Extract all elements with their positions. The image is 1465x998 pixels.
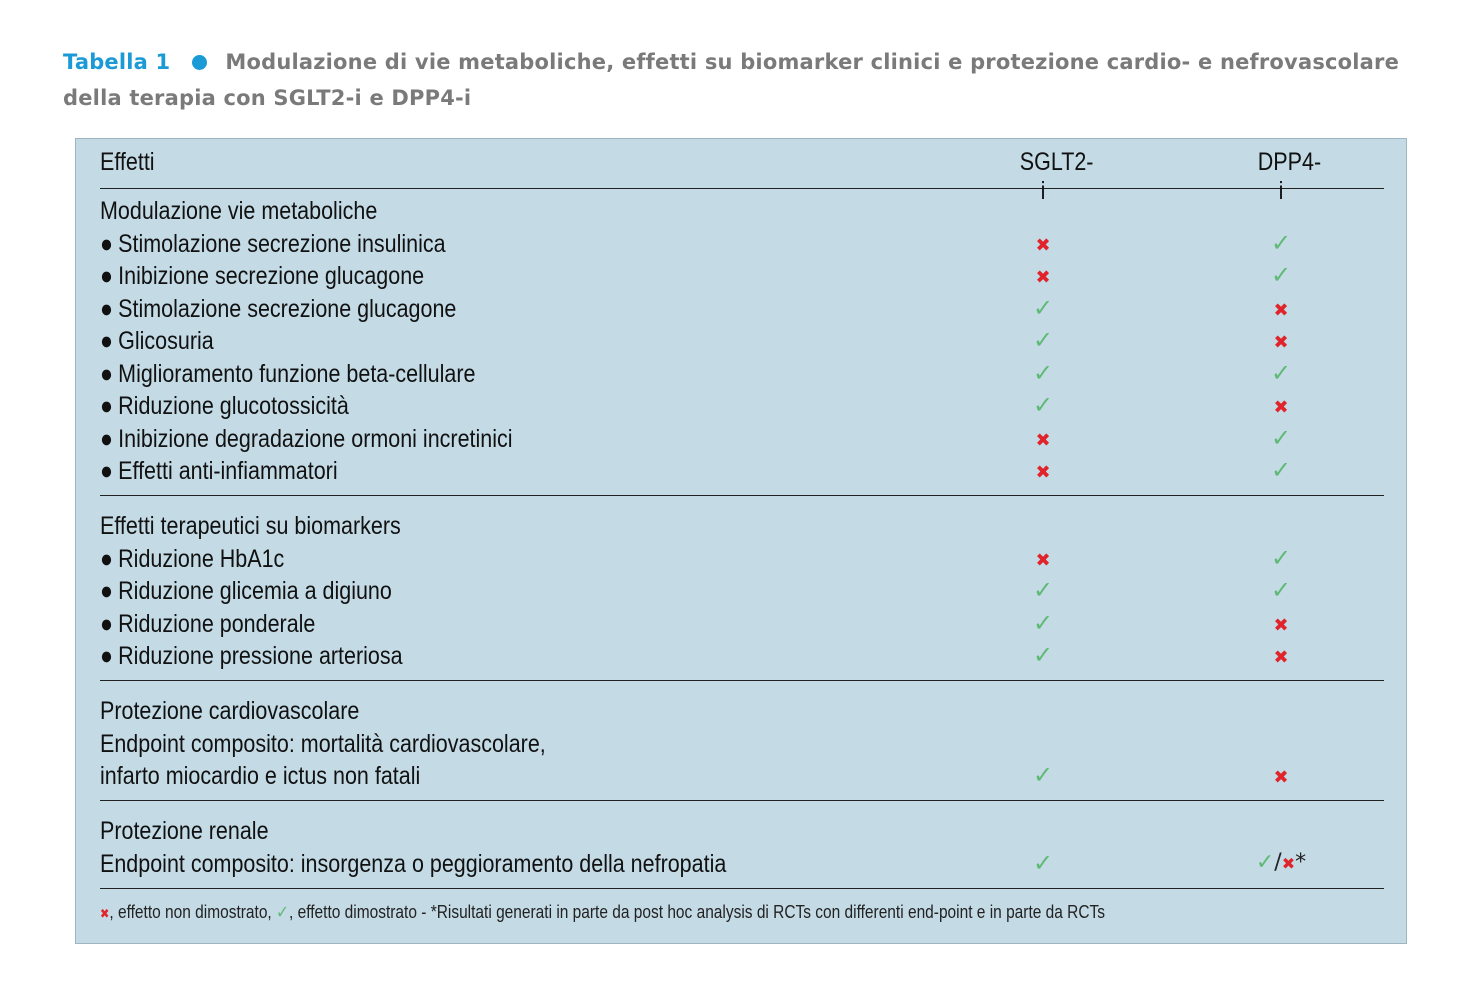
endpoint-line2: infarto miocardio e ictus non fatali [100, 762, 421, 790]
row-label-text: Miglioramento funzione beta-cellulare [118, 359, 476, 388]
section-rows [100, 228, 1384, 488]
table-row [100, 423, 1384, 456]
renal-row [100, 848, 1384, 881]
legend-check-icon: ✓ [276, 902, 290, 923]
row-label-text: Stimolazione secrezione glucagone [118, 294, 457, 323]
bullet-icon: ● [100, 262, 113, 290]
row-label [100, 293, 456, 325]
section-biomarkers [100, 510, 1384, 681]
row-label [100, 228, 446, 260]
header-effects: Effetti [100, 148, 155, 176]
table-row [100, 358, 1384, 391]
dpp4-mixed-mark [1254, 851, 1308, 876]
table-row [100, 325, 1384, 358]
dpp4-check-icon: ✓ [1270, 228, 1292, 257]
table-row [100, 640, 1384, 673]
check-icon: ✓ [1255, 849, 1275, 875]
sglt2-check-icon: ✓ [1032, 358, 1054, 387]
row-label [100, 455, 338, 487]
section-title-row [100, 510, 1384, 543]
section-title: Modulazione vie metaboliche [100, 197, 378, 225]
row-label-text: Inibizione degradazione ormoni incretinici [118, 424, 513, 453]
footnote-part1: , effetto non dimostrato, [109, 902, 277, 922]
slash-separator: / [1274, 849, 1282, 875]
row-label-text: Effetti anti-infiammatori [118, 457, 338, 485]
bullet-icon: ● [100, 327, 113, 355]
row-label-text: Inibizione secrezione glucagone [118, 262, 425, 290]
section-title: Effetti terapeutici su biomarkers [100, 512, 401, 540]
dpp4-cross-icon: ✖ [1273, 647, 1289, 668]
endpoint-row [100, 728, 1384, 761]
dpp4-check-icon: ✓ [1270, 261, 1292, 289]
renal-endpoint-text: Endpoint composito: insorgenza o peggioramento della nefropatia [100, 849, 727, 878]
sglt2-check-icon: ✓ [1032, 576, 1054, 604]
section-rows [100, 543, 1384, 673]
section-cardiovascular [100, 695, 1384, 801]
sglt2-check-icon: ✓ [1032, 761, 1054, 789]
endpoint-bold: Endpoint composito: [100, 729, 295, 758]
bullet-icon: ● [100, 642, 113, 670]
bullet-icon: ● [100, 294, 113, 323]
dpp4-check-icon: ✓ [1270, 543, 1292, 572]
row-label-text: Riduzione glicemia a digiuno [118, 577, 392, 605]
section-title: Protezione renale [100, 817, 269, 845]
sglt2-cross-icon: ✖ [1035, 462, 1051, 483]
bullet-icon: ● [100, 457, 113, 485]
table-row [100, 228, 1384, 261]
dpp4-check-icon: ✓ [1270, 576, 1292, 604]
row-label-text: Riduzione HbA1c [118, 544, 285, 573]
endpoint-text [100, 728, 546, 760]
section-title-row [100, 195, 1384, 228]
dpp4-check-icon: ✓ [1270, 358, 1292, 387]
bullet-icon: ● [100, 544, 113, 573]
cross-icon: ✖ [1281, 853, 1296, 873]
table-footnote [100, 902, 1204, 923]
section-renal [100, 815, 1384, 889]
row-label-text: Glicosuria [118, 327, 214, 355]
table-row [100, 293, 1384, 326]
table-row [100, 260, 1384, 293]
dpp4-check-icon: ✓ [1270, 423, 1292, 452]
bullet-icon: ● [100, 392, 113, 420]
dpp4-cross-icon: ✖ [1273, 767, 1289, 788]
table-row [100, 575, 1384, 608]
row-label [100, 640, 403, 672]
row-label-text: Riduzione glucotossicità [118, 392, 349, 420]
row-label-text: Stimolazione secrezione insulinica [118, 229, 446, 258]
asterisk: * [1295, 849, 1307, 875]
bullet-icon: ● [100, 577, 113, 605]
endpoint-row-2 [100, 760, 1384, 793]
dpp4-cross-icon: ✖ [1273, 397, 1289, 418]
row-label [100, 390, 349, 422]
bullet-icon: ● [100, 424, 113, 453]
row-label-text: Riduzione pressione arteriosa [118, 642, 403, 670]
table-row [100, 390, 1384, 423]
section-metabolic [100, 195, 1384, 496]
sglt2-check-icon: ✓ [1032, 293, 1054, 322]
header-dpp4: DPP4-i [1257, 148, 1322, 205]
sglt2-check-icon: ✓ [1032, 391, 1054, 419]
row-label [100, 260, 424, 292]
caption-dot-icon [192, 55, 207, 70]
row-label [100, 608, 315, 640]
sglt2-check-icon: ✓ [1032, 641, 1054, 669]
section-title-row [100, 815, 1384, 848]
bullet-icon: ● [100, 359, 113, 388]
header-sglt2: SGLT2-i [1019, 148, 1094, 205]
table-header [100, 138, 1384, 205]
dpp4-check-icon: ✓ [1270, 456, 1292, 484]
row-label [100, 325, 214, 357]
row-label [100, 575, 392, 607]
section-title: Protezione cardiovascolare [100, 697, 360, 725]
bullet-icon: ● [100, 229, 113, 258]
endpoint-rest: mortalità cardiovascolare, [294, 729, 546, 758]
legend-cross-icon: ✖ [100, 907, 110, 922]
table-row [100, 543, 1384, 576]
sglt2-check-icon: ✓ [1032, 608, 1054, 637]
sglt2-cross-icon: ✖ [1035, 267, 1051, 288]
table-title: Modulazione di vie metaboliche, effetti su biomarker clinici e protezione cardio- e nefrovascolare della terapia con SGLT2-i e DPP4-i [63, 50, 1400, 110]
bullet-icon: ● [100, 609, 113, 638]
row-label [100, 358, 475, 390]
dpp4-cross-icon: ✖ [1273, 614, 1289, 636]
sglt2-cross-icon: ✖ [1035, 549, 1051, 571]
table-label: Tabella 1 [63, 50, 171, 74]
dpp4-cross-icon: ✖ [1273, 299, 1289, 321]
sglt2-cross-icon: ✖ [1035, 429, 1051, 451]
sglt2-cross-icon: ✖ [1035, 234, 1051, 256]
sglt2-check-icon: ✓ [1032, 326, 1054, 354]
sglt2-check-icon: ✓ [1032, 848, 1054, 877]
table-caption [63, 44, 1423, 116]
table-row [100, 455, 1384, 488]
row-label [100, 543, 284, 575]
row-label-text: Riduzione ponderale [118, 609, 316, 638]
table-row [100, 608, 1384, 641]
dpp4-cross-icon: ✖ [1273, 332, 1289, 353]
footnote-part2: , effetto dimostrato - *Risultati generati in parte da post hoc analysis di RCTs con differenti end-point e in parte da RCTs [289, 902, 1106, 922]
row-label [100, 423, 513, 455]
section-title-row [100, 695, 1384, 728]
table-panel [75, 138, 1407, 944]
